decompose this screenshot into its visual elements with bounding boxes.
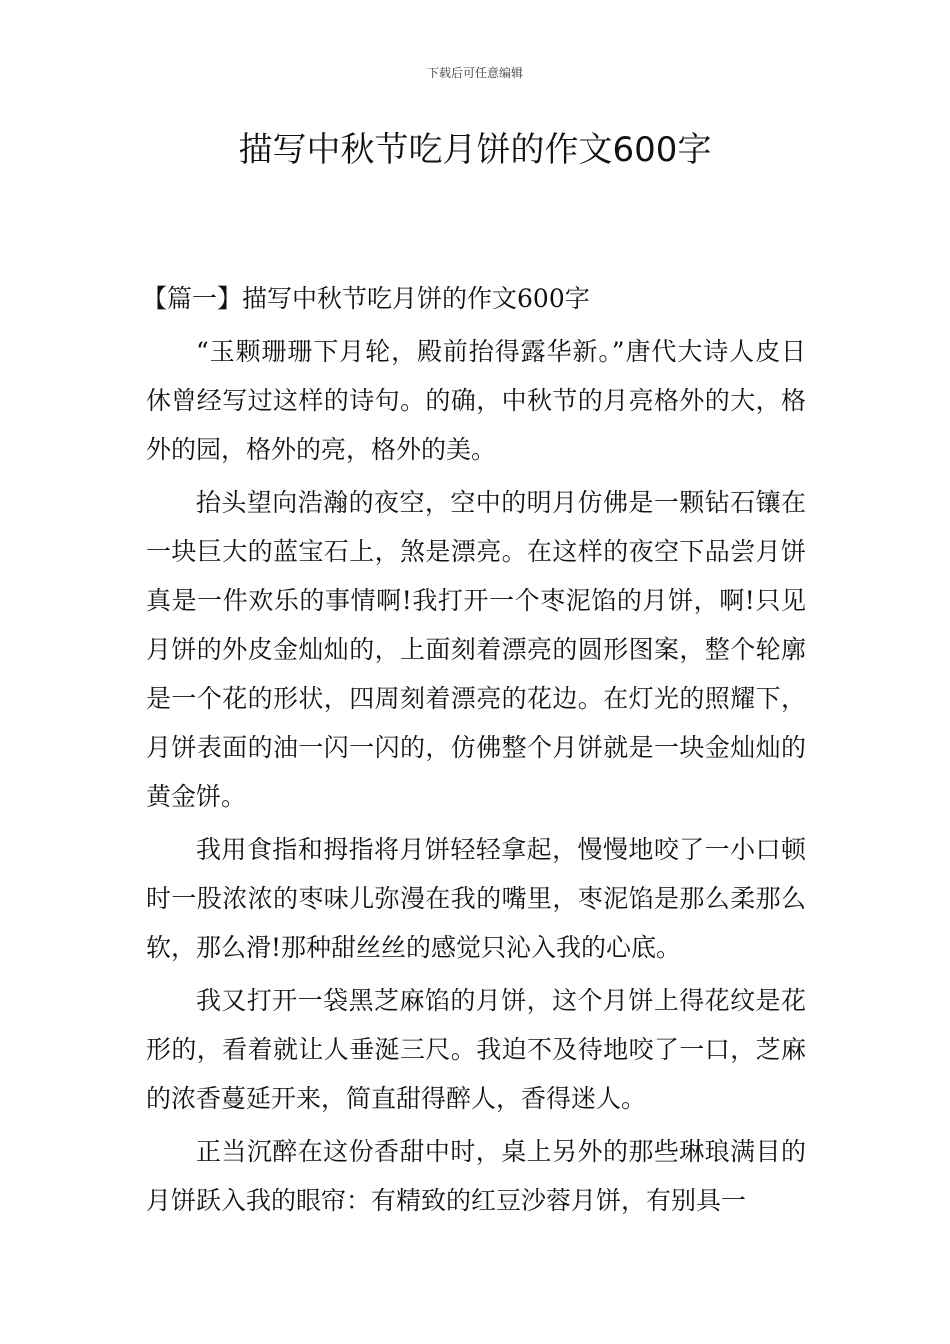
paragraph-1: “玉颗珊珊下月轮，殿前抬得露华新。”唐代大诗人皮日休曾经写过这样的诗句。的确，中秋节的月亮格外的大，格外的园，格外的亮，格外的美。 bbox=[146, 337, 806, 464]
section-heading: 【篇一】描写中秋节吃月饼的作文600字 bbox=[142, 284, 590, 313]
paragraph-5: 正当沉醉在这份香甜中时，桌上另外的那些琳琅满目的月饼跃入我的眼帘：有精致的红豆沙蓉月饼，有别具一 bbox=[146, 1137, 806, 1215]
paragraph-4: 我又打开一袋黑芝麻馅的月饼，这个月饼上得花纹是花形的，看着就让人垂涎三尺。我迫不及待地咬了一口，芝麻的浓香蔓延开来，简直甜得醉人，香得迷人。 bbox=[146, 986, 806, 1113]
paragraph-2: 抬头望向浩瀚的夜空，空中的明月仿佛是一颗钻石镶在一块巨大的蓝宝石上，煞是漂亮。在这样的夜空下品尝月饼真是一件欢乐的事情啊!我打开一个枣泥馅的月饼，啊!只见月饼的外皮金灿灿的，上面刻着漂亮的圆形图案，整个轮廓是一个花的形状，四周刻着漂亮的花边。在灯光的照耀下，月饼表面的油一闪一闪的，仿佛整个月饼就是一块金灿灿的黄金饼。 bbox=[146, 488, 806, 811]
paragraph-3: 我用食指和拇指将月饼轻轻拿起，慢慢地咬了一小口顿时一股浓浓的枣味儿弥漫在我的嘴里，枣泥馅是那么柔那么软，那么滑!那种甜丝丝的感觉只沁入我的心底。 bbox=[146, 835, 806, 962]
document-title: 描写中秋节吃月饼的作文600字 bbox=[238, 130, 712, 170]
header-note: 下载后可任意编辑 bbox=[426, 66, 523, 80]
document-body bbox=[142, 274, 806, 1225]
